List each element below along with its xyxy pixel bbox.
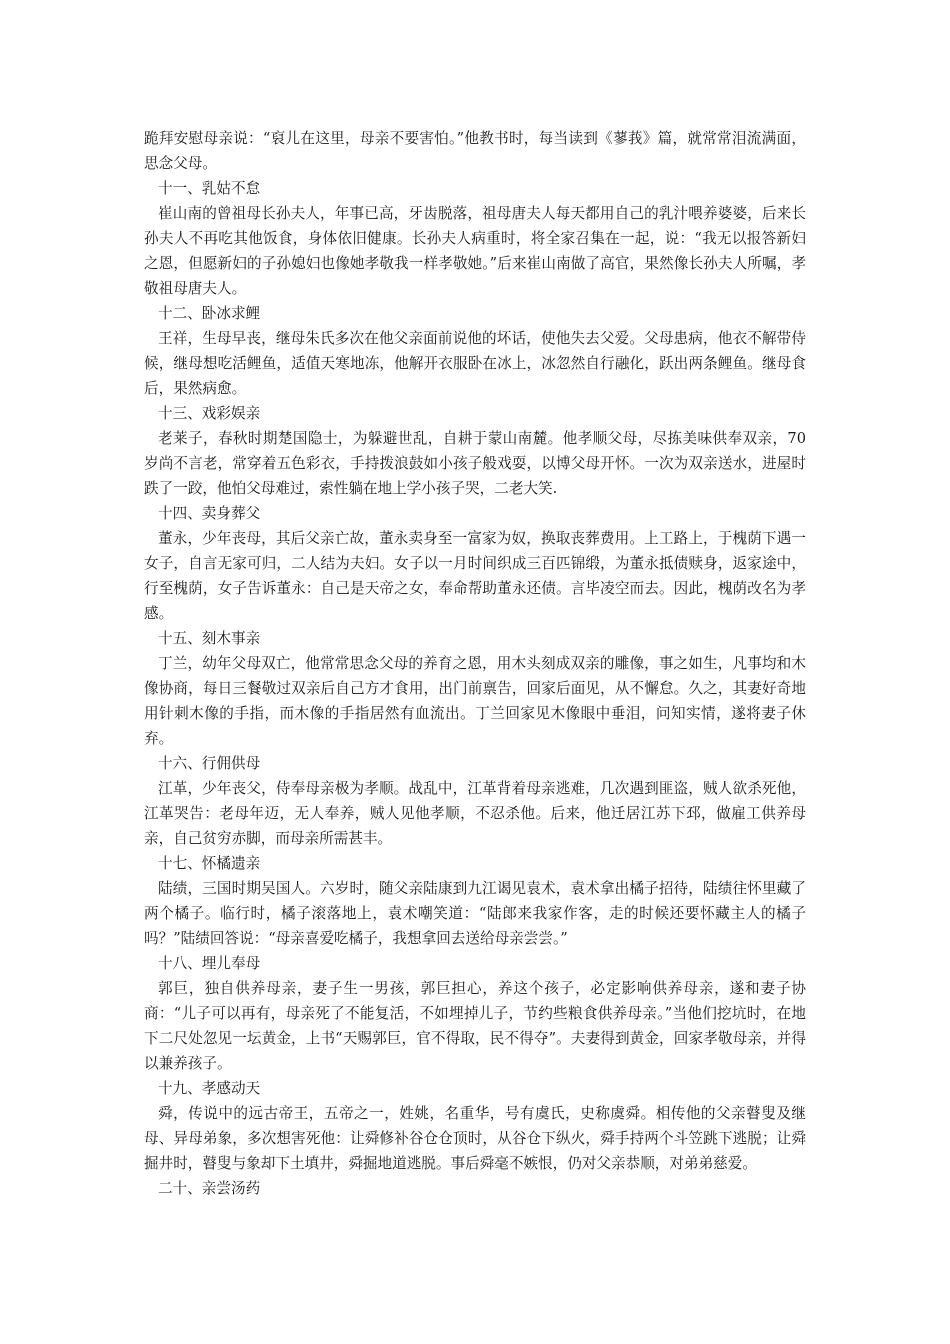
story-body-18: 郭巨，独自供养母亲，妻子生一男孩，郭巨担心，养这个孩子，必定影响供养母亲，遂和妻子协商：“儿子可以再有，母亲死了不能复活，不如埋掉儿子，节约些粮食供养母亲。”当他们挖坑时，在地下二尺处忽见一坛黄金，上书“天赐郭巨，官不得取，民不得夺”。夫妻得到黄金，回家孝敬母亲，并得以兼养孩子。 [144, 980, 806, 1072]
story-body-12: 王祥，生母早丧，继母朱氏多次在他父亲面前说他的坏话，使他失去父爱。父母患病，他衣不解带侍候，继母想吃活鲤鱼，适值天寒地冻，他解开衣服卧在冰上，冰忽然自行融化，跃出两条鲤鱼。继母食后，果然病愈。 [144, 330, 806, 397]
story-body-16: 江革，少年丧父，侍奉母亲极为孝顺。战乱中，江革背着母亲逃难，几次遇到匪盗，贼人欲杀死他，江革哭告：老母年迈，无人奉养，贼人见他孝顺，不忍杀他。后来，他迁居江苏下邳，做雇工供养母亲，自己贫穷赤脚，而母亲所需甚丰。 [144, 780, 806, 847]
story-heading-18: 十八、埋儿奉母 [158, 955, 261, 972]
story-body-14: 董永，少年丧母，其后父亲亡故，董永卖身至一富家为奴，换取丧葬费用。上工路上，于槐荫下遇一女子，自言无家可归，二人结为夫妇。女子以一月时间织成三百匹锦缎，为董永抵债赎身，返家途中，行至槐荫，女子告诉董永：自己是天帝之女，奉命帮助董永还债。言毕凌空而去。因此，槐荫改名为孝感。 [144, 530, 806, 622]
story-heading-17: 十七、怀橘遗亲 [158, 855, 261, 872]
story-body-19: 舜，传说中的远古帝王，五帝之一，姓姚，名重华，号有虞氏，史称虞舜。相传他的父亲瞽叟及继母、异母弟象，多次想害死他：让舜修补谷仓仓顶时，从谷仓下纵火，舜手持两个斗笠跳下逃脱；让舜掘井时，瞽叟与象却下土填井，舜掘地道逃脱。事后舜毫不嫉恨，仍对父亲恭顺，对弟弟慈爱。 [144, 1105, 806, 1172]
story-heading-20: 二十、亲尝汤药 [158, 1180, 261, 1197]
story-heading-12: 十二、卧冰求鲤 [158, 305, 261, 322]
story-body-15: 丁兰，幼年父母双亡，他常常思念父母的养育之恩，用木头刻成双亲的雕像，事之如生，凡事均和木像协商，每日三餐敬过双亲后自己方才食用，出门前禀告，回家后面见，从不懈怠。久之，其妻好奇地用针刺木像的手指，而木像的手指居然有血流出。丁兰回家见木像眼中垂泪，问知实情，遂将妻子休弃。 [144, 655, 806, 747]
opening-paragraph: 跪拜安慰母亲说：“裒儿在这里，母亲不要害怕。”他教书时，每当读到《蓼莪》篇，就常常泪流满面，思念父母。 [144, 130, 806, 172]
story-heading-16: 十六、行佣供母 [158, 755, 261, 772]
story-heading-13: 十三、戏彩娱亲 [158, 405, 261, 422]
story-body-11: 崔山南的曾祖母长孙夫人，年事已高，牙齿脱落，祖母唐夫人每天都用自己的乳汁喂养婆婆，后来长孙夫人不再吃其他饭食，身体依旧健康。长孙夫人病重时，将全家召集在一起，说：“我无以报答新妇之恩，但愿新妇的子孙媳妇也像她孝敬我一样孝敬她。”后来崔山南做了高官，果然像长孙夫人所嘱，孝敬祖母唐夫人。 [144, 205, 806, 297]
story-heading-15: 十五、刻木事亲 [158, 630, 261, 647]
story-body-13: 老莱子，春秋时期楚国隐士，为躲避世乱，自耕于蒙山南麓。他孝顺父母，尽拣美味供奉双亲，70 岁尚不言老，常穿着五色彩衣，手持拨浪鼓如小孩子般戏耍，以博父母开怀。一次为双亲送水，进屋时跌了一跤，他怕父母难过，索性躺在地上学小孩子哭，二老大笑. [144, 430, 806, 497]
document-page [144, 126, 806, 1201]
story-heading-11: 十一、乳姑不怠 [158, 180, 261, 197]
story-heading-14: 十四、卖身葬父 [158, 505, 261, 522]
story-body-17: 陆绩，三国时期吴国人。六岁时，随父亲陆康到九江谒见袁术，袁术拿出橘子招待，陆绩往怀里藏了两个橘子。临行时，橘子滚落地上，袁术嘲笑道：“陆郎来我家作客，走的时候还要怀藏主人的橘子吗？”陆绩回答说：“母亲喜爱吃橘子，我想拿回去送给母亲尝尝。” [144, 880, 806, 947]
story-heading-19: 十九、孝感动天 [158, 1080, 261, 1097]
